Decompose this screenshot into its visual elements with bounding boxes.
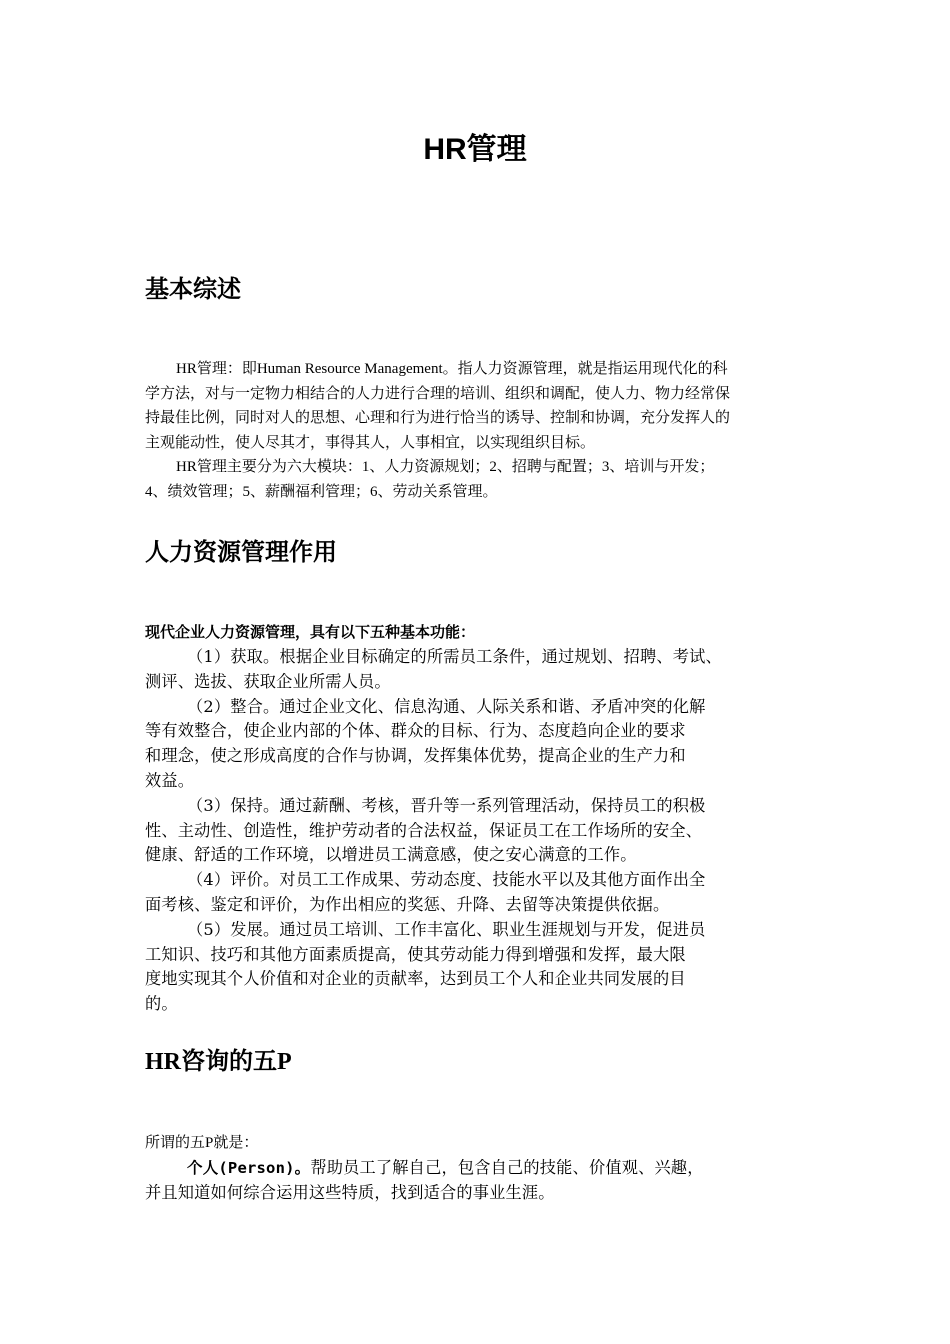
paragraph-line: （3）保持。通过薪酬、考核，晋升等一系列管理活动，保持员工的积极 [187,795,706,815]
paragraph-line: 面考核、鉴定和评价，为作出相应的奖惩、升降、去留等决策提供依据。 [145,894,670,914]
paragraph-line: 4、绩效管理；5、薪酬福利管理；6、劳动关系管理。 [145,483,498,500]
paragraph-line: 度地实现其个人价值和对企业的贡献率，达到员工个人和企业共同发展的目 [145,969,686,989]
document-title: HR管理 [423,133,527,166]
paragraph-line: HR管理：即Human Resource Management。指人力资源管理，就是指运用现代化的科 [176,361,728,377]
paragraph-line: 并且知道如何综合运用这些特质，找到适合的事业生涯。 [145,1182,555,1202]
paragraph-line: （4）评价。对员工工作成果、劳动态度、技能水平以及其他方面作出全 [187,870,706,890]
paragraph-line: 和理念，使之形成高度的合作与协调，发挥集体优势，提高企业的生产力和 [145,746,686,766]
paragraph-line [145,1156,815,1181]
paragraph-line: 主观能动性，使人尽其才，事得其人，人事相宜，以实现组织目标。 [145,434,596,451]
person-text: 帮助员工了解自己，包含自己的技能、价值观、兴趣， [310,1158,704,1177]
paragraph-line: 的。 [145,994,178,1014]
paragraph-line: （1）获取。根据企业目标确定的所需员工条件，通过规划、招聘、考试、 [187,647,722,666]
paragraph-line: 性、主动性、创造性，维护劳动者的合法权益，保证员工在工作场所的安全、 [145,820,703,840]
paragraph-line: 学方法，对与一定物力相结合的人力进行合理的培训、组织和调配，使人力、物力经常保 [145,385,731,402]
paragraph-line: 等有效整合，使企业内部的个体、群众的目标、行为、态度趋向企业的要求 [145,721,686,741]
paragraph-line: （5）发展。通过员工培训、工作丰富化、职业生涯规划与开发，促进员 [187,919,706,939]
paragraph-line: （2）整合。通过企业文化、信息沟通、人际关系和谐、矛盾冲突的化解 [187,696,706,716]
functions-intro: 现代企业人力资源管理，具有以下五种基本功能： [145,623,476,641]
five-p-intro: 所谓的五P就是： [145,1135,259,1151]
paragraph-line: 工知识、技巧和其他方面素质提高，使其劳动能力得到增强和发挥，最大限 [145,944,686,964]
paragraph-line: 健康、舒适的工作环境，以增进员工满意感，使之安心满意的工作。 [145,845,637,865]
section-heading-five-p: HR咨询的五P [145,1049,292,1075]
section-heading-functions: 人力资源管理作用 [145,538,337,566]
paragraph-line: 效益。 [145,770,195,790]
functions-body [145,619,815,1017]
paragraph-line: HR管理主要分为六大模块：1、人力资源规划；2、招聘与配置；3、培训与开发； [176,459,715,475]
section-heading-overview: 基本综述 [145,275,241,303]
paragraph-line: 测评、选拔、获取企业所需人员。 [145,671,391,691]
overview-body [145,357,815,504]
five-p-body [145,1130,815,1206]
person-label: 个人(Person)。 [187,1159,311,1177]
paragraph-line: 持最佳比例，同时对人的思想、心理和行为进行恰当的诱导、控制和协调，充分发挥人的 [145,410,731,426]
